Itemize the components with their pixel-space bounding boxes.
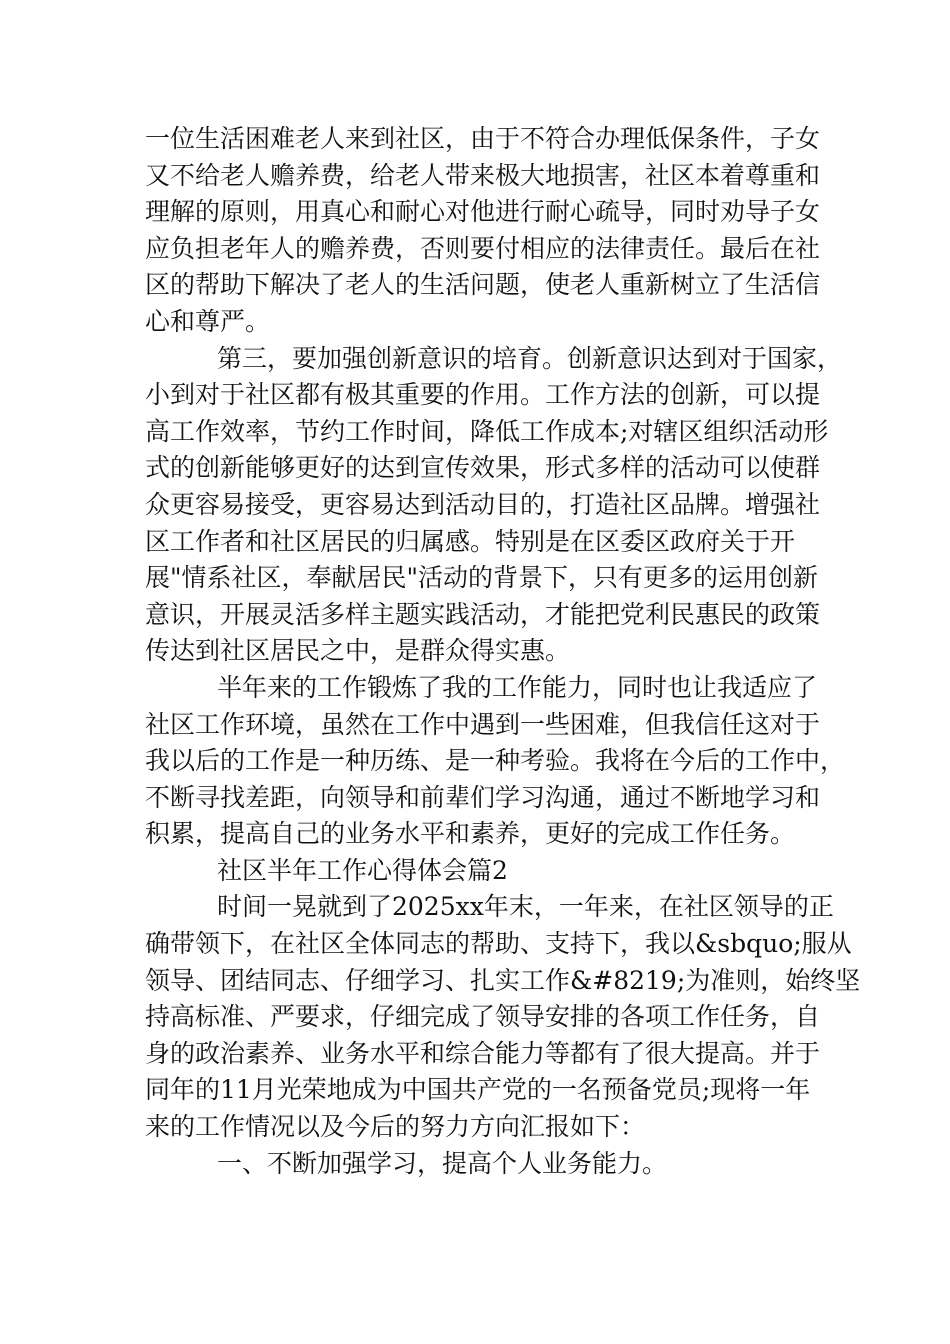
text-line: 社区半年工作心得体会篇2 <box>217 855 508 885</box>
text-line: 第三，要加强创新意识的培育。创新意识达到对于国家， <box>217 343 843 373</box>
text-line: 领导、团结同志、仔细学习、扎实工作&#8219;为准则，始终坚 <box>145 965 861 995</box>
text-line: 社区工作环境，虽然在工作中遇到一些困难，但我信任这对于 <box>145 709 821 739</box>
text-line: 持高标准、严要求，仔细完成了领导安排的各项工作任务，自 <box>145 1002 821 1032</box>
text-line: 时间一晃就到了2025xx年末，一年来，在社区领导的正 <box>217 892 834 922</box>
text-line: 区工作者和社区居民的归属感。特别是在区委区政府关于开 <box>145 526 796 556</box>
text-line: 同年的11月光荣地成为中国共产党的一名预备党员;现将一年 <box>145 1075 811 1105</box>
text-line: 心和尊严。 <box>145 306 271 336</box>
text-line: 小到对于社区都有极其重要的作用。工作方法的创新，可以提 <box>145 380 821 410</box>
text-line: 积累，提高自己的业务水平和素养，更好的完成工作任务。 <box>145 819 796 849</box>
text-line: 不断寻找差距，向领导和前辈们学习沟通，通过不断地学习和 <box>145 782 821 812</box>
text-line: 一、不断加强学习，提高个人业务能力。 <box>217 1148 668 1178</box>
text-line: 半年来的工作锻炼了我的工作能力，同时也让我适应了 <box>217 672 818 702</box>
text-line: 来的工作情况以及今后的努力方向汇报如下： <box>145 1112 646 1142</box>
text-line: 意识，开展灵活多样主题实践活动，才能把党利民惠民的政策 <box>145 599 821 629</box>
text-line: 应负担老年人的赡养费，否则要付相应的法律责任。最后在社 <box>145 233 821 263</box>
text-line: 高工作效率，节约工作时间，降低工作成本;对辖区组织活动形 <box>145 416 829 446</box>
document-body <box>145 121 861 1182</box>
text-line: 理解的原则，用真心和耐心对他进行耐心疏导，同时劝导子女 <box>145 197 821 227</box>
text-line: 身的政治素养、业务水平和综合能力等都有了很大提高。并于 <box>145 1038 821 1068</box>
text-line: 确带领下，在社区全体同志的帮助、支持下，我以&sbquo;服从 <box>145 929 852 959</box>
text-line: 传达到社区居民之中，是群众得实惠。 <box>145 636 571 666</box>
text-line: 众更容易接受，更容易达到活动目的，打造社区品牌。增强社 <box>145 489 821 519</box>
text-line: 我以后的工作是一种历练、是一种考验。我将在今后的工作中， <box>145 746 846 776</box>
text-line: 展"情系社区，奉献居民"活动的背景下，只有更多的运用创新 <box>145 563 819 593</box>
text-line: 一位生活困难老人来到社区，由于不符合办理低保条件，子女 <box>145 124 821 153</box>
text-line: 又不给老人赡养费，给老人带来极大地损害，社区本着尊重和 <box>145 160 821 190</box>
text-line: 区的帮助下解决了老人的生活问题，使老人重新树立了生活信 <box>145 270 821 300</box>
text-line: 式的创新能够更好的达到宣传效果，形式多样的活动可以使群 <box>145 453 821 483</box>
